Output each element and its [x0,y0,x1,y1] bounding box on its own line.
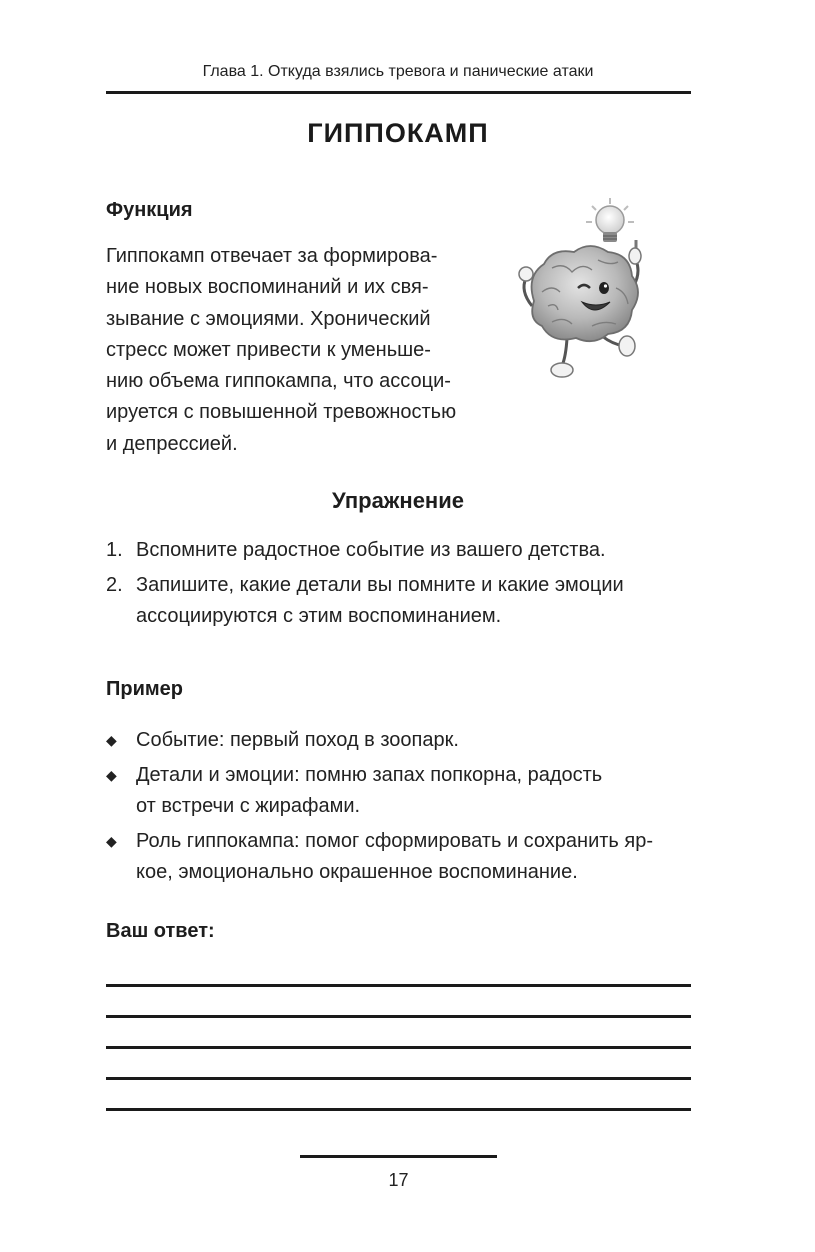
list-item [106,760,696,822]
paragraph-line: и депрессией. [106,432,238,455]
example-text: Событие: первый поход в зоопарк. [136,729,459,751]
example-heading: Пример [106,678,184,700]
step-text: Запишите, какие детали вы помните и какие эмоции [136,574,624,596]
brain-body [532,246,638,341]
page-number: 17 [388,1170,409,1190]
example-text: от встречи с жирафами. [136,795,361,817]
example-text: Роль гиппокампа: помог сформировать и сохранить яр- [136,830,654,852]
list-item [106,570,696,632]
paragraph-line: Гиппокамп отвечает за формирова- [106,245,438,267]
paragraph-line: стресс может привести к уменьше- [106,338,431,361]
page-title: ГИППОКАМП [307,118,489,148]
list-item [106,725,696,756]
list-item [106,535,696,566]
function-heading: Функция [106,199,193,221]
paragraph-line: зывание с эмоциями. Хронический [106,307,431,330]
running-head: Глава 1. Откуда взялись тревога и панические атаки [202,63,594,80]
step-text: ассоциируются с этим воспоминанием. [136,605,502,627]
paragraph-line: ние новых воспоминаний и их свя- [106,276,429,299]
function-paragraph [106,241,538,460]
lightbulb-icon [586,198,634,242]
step-number: 1. [106,539,123,561]
step-text: Вспомните радостное событие из вашего детства. [136,539,606,561]
paragraph-line: нию объема гиппокампа, что ассоци- [106,370,451,393]
header-rule [106,91,691,94]
step-number: 2. [106,574,123,596]
answer-line[interactable] [106,1108,691,1111]
list-item [106,826,696,888]
diamond-bullet-icon: ◆ [106,767,117,783]
answer-line[interactable] [106,1015,691,1018]
exercise-heading: Упражнение [332,488,464,513]
diamond-bullet-icon: ◆ [106,732,117,748]
brain-mascot-illustration [512,196,657,384]
paragraph-line: ируется с повышенной тревожностью [106,401,457,424]
answer-heading: Ваш ответ: [106,920,215,942]
exercise-steps-list [106,535,696,636]
example-text: Детали и эмоции: помню запах попкорна, радость [136,764,603,786]
diamond-bullet-icon: ◆ [106,833,117,849]
open-eye [599,282,609,294]
footer-rule [300,1155,497,1158]
answer-line[interactable] [106,984,691,987]
answer-line[interactable] [106,1046,691,1049]
example-text: кое, эмоционально окрашенное воспоминание. [136,861,578,883]
example-list [106,725,696,892]
answer-line[interactable] [106,1077,691,1080]
